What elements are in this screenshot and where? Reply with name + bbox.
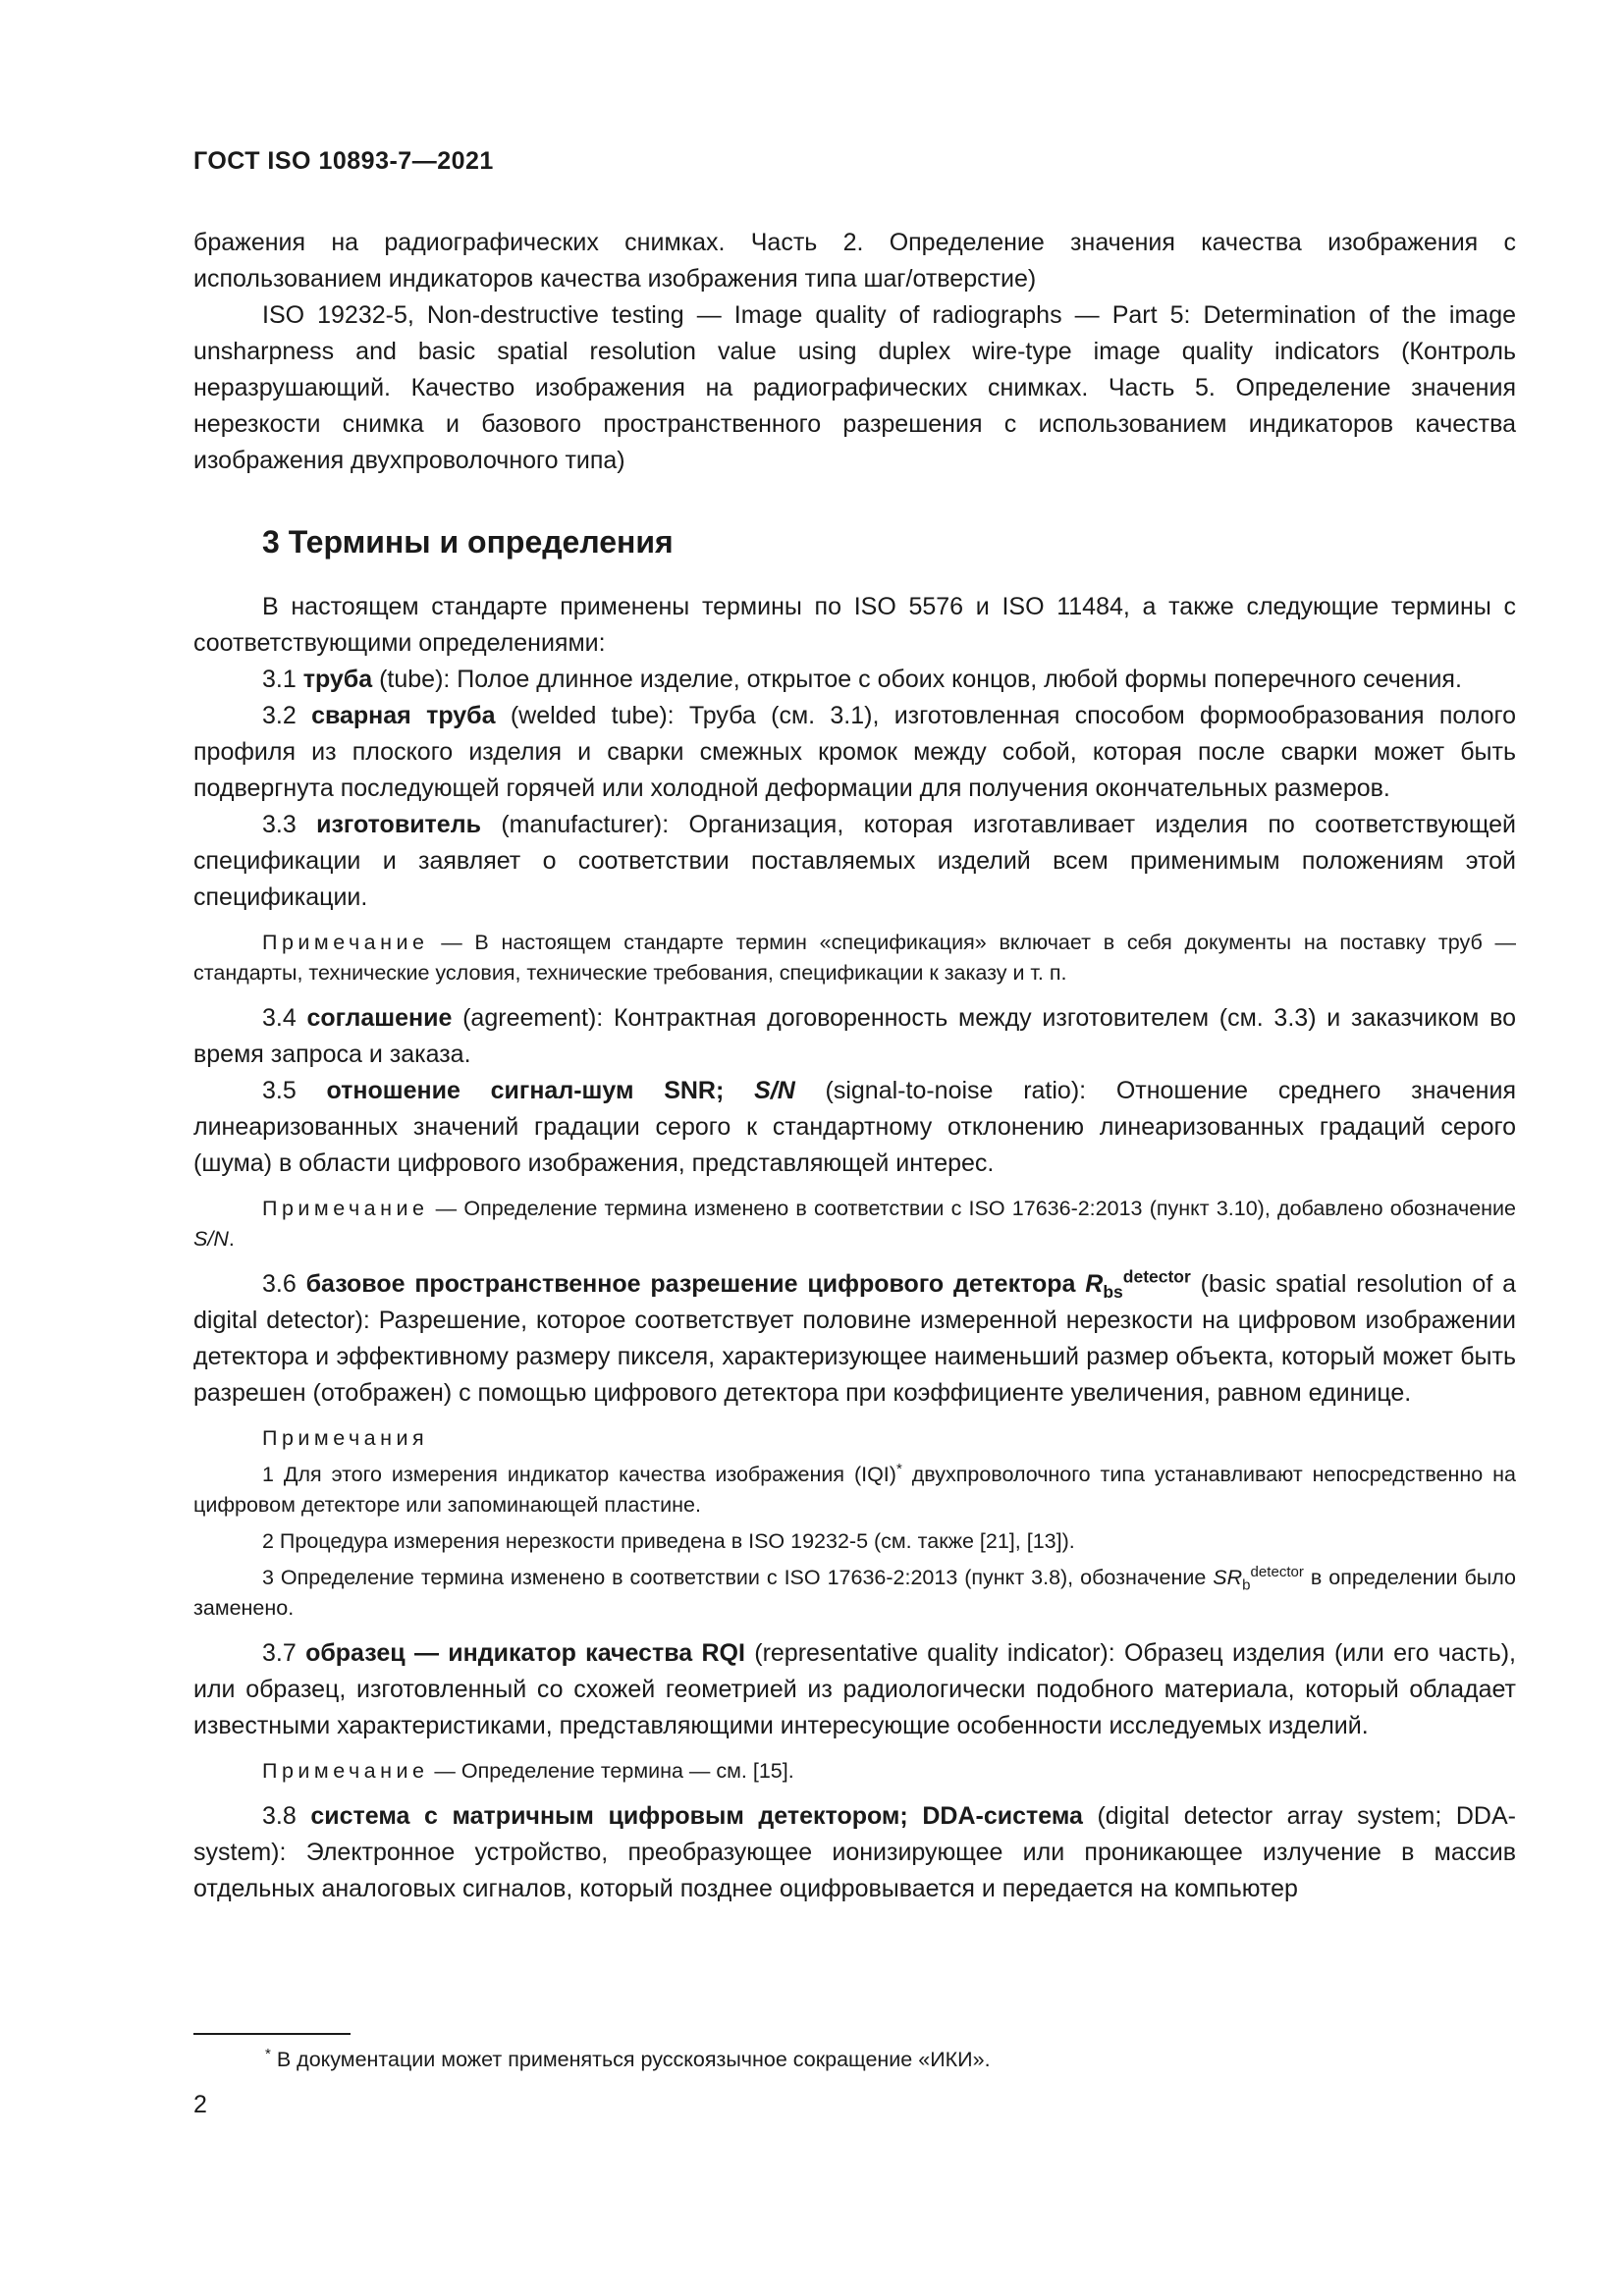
term-3-2: 3.2 сварная труба (welded tube): Труба (см. 3.1), изготовленная способом формообразования полого профиля из плоского изделия и сварки смежных кромок между собой, которая после сварки может быть подвергнута последующей горячей или холодной деформации для получения окончательных размеров. [193, 702, 1516, 802]
term-3-4: 3.4 соглашение (agreement): Контрактная договоренность между изготовителем (см. 3.3) и заказчиком во время запроса и заказа. [193, 1004, 1517, 1068]
section-title: 3 Термины и определения [262, 524, 674, 560]
note-3-5: Примечание — Определение термина изменено в соответствии с ISO 17636-2:2013 (пункт 3.10), добавлено обозначение S/N. [193, 1197, 1516, 1251]
footnote-marker: * [895, 1460, 902, 1477]
notes-label: Примечания [262, 1426, 429, 1450]
note-3-3: Примечание — В настоящем стандарте термин «спецификация» включает в себя документы на поставку труб — стандарты, технические условия, технические требования, спецификации к заказу и т. п. [193, 931, 1516, 985]
term-3-8: 3.8 система с матричным цифровым детектором; DDA-система (digital detector array system; DDA-system): Электронное устройство, преобразующее ионизирующее или проникающее излучение в массив отдельных аналоговых сигналов, который позднее оцифровывается и передается на компьютер [193, 1802, 1516, 1902]
term-3-1: 3.1 труба (tube): Полое длинное изделие, открытое с обоих концов, любой формы поперечного сечения. [262, 666, 1462, 693]
document-page [193, 147, 1516, 1907]
term-name: соглашение [306, 1004, 453, 1032]
term-name: изготовитель [316, 811, 481, 838]
page-number: 2 [193, 2091, 207, 2118]
term-name: базовое пространственное разрешение цифрового детектора $R_{bs}^{detector}$ [305, 1266, 1191, 1302]
term-name: труба [302, 666, 373, 693]
term-name: отношение сигнал-шум SNR; S/N [326, 1077, 795, 1104]
term-3-7: 3.7 образец — индикатор качества RQI (representative quality indicator): Образец изделия (или его часть), или образец, изготовленный со схожей геометрией из радиологически подобного материала, который обладает известными характеристиками, представляющими интересующие особенности исследуемых изделий. [193, 1639, 1516, 1739]
term-3-3: 3.3 изготовитель (manufacturer): Организация, которая изготавливает изделия по соответствующей спецификации и заявляет о соответствии поставляемых изделий всем применимым положениям этой спецификации. [193, 811, 1517, 911]
note-3-7: Примечание — Определение термина — см. [15]. [262, 1759, 794, 1783]
reference-continuation: бражения на радиографических снимках. Часть 2. Определение значения качества изображения с использованием индикаторов качества изображения типа шаг/отверстие) [193, 229, 1516, 293]
reference-iso-19232-5: ISO 19232-5, Non-destructive testing — Image quality of radiographs — Part 5: Determination of the image unsharpness and basic spatial resolution value using duplex wire-type image quality indicators (Контроль неразрушающий. Качество изображения на радиографических снимках. Часть 5. Определение значения нерезкости снимка и базового пространственного разрешения с использованием индикаторов качества изображения двухпроволочного типа) [193, 301, 1516, 474]
term-symbol: R [1085, 1270, 1104, 1298]
term-name: система с матричным цифровым детектором; DDA-система [310, 1802, 1083, 1830]
term-3-5: 3.5 отношение сигнал-шум SNR; S/N (signal-to-noise ratio): Отношение среднего значения линеаризованных значений градации серого к стандартному отклонению линеаризованных градаций серого (шума) в области цифрового изображения, представляющей интерес. [193, 1077, 1516, 1177]
footnote: * В документации может применяться русскоязычное сокращение «ИКИ». [265, 2045, 991, 2071]
term-name: образец — индикатор качества RQI [305, 1639, 745, 1667]
note-label: Примечание [262, 1759, 429, 1783]
note-3-6-item-3: 3 Определение термина изменено в соответствии с ISO 17636-2:2013 (пункт 3.8), обозначение $SR_b^{detector}$ в определении было заменено. [193, 1563, 1516, 1620]
term-3-6: 3.6 базовое пространственное разрешение цифрового детектора $R_{bs}^{detector}$ (basic spatial resolution of a digital detector): Разрешение, которое соответствует половине измеренной нерезкости на цифровом изображении детектора и эффективному размеру пикселя, характеризующее наименьший размер объекта, который может быть разрешен (отображен) с помощью цифрового детектора при коэффициенте увеличения, равном единице. [193, 1266, 1516, 1407]
footnote-marker: * [265, 2045, 271, 2062]
footnote-separator [193, 2033, 351, 2035]
note-3-6-item-2: 2 Процедура измерения нерезкости приведена в ISO 19232-5 (см. также [21], [13]). [262, 1529, 1075, 1553]
note-label: Примечание [262, 1197, 429, 1220]
section-intro: В настоящем стандарте применены термины по ISO 5576 и ISO 11484, а также следующие термины с соответствующими определениями: [193, 593, 1516, 657]
document-code-header: ГОСТ ISO 10893-7—2021 [193, 147, 494, 175]
note-label: Примечание [262, 931, 429, 954]
note-3-6-item-1: 1 Для этого измерения индикатор качества изображения (IQI)* двухпроволочного типа устанавливают непосредственно на цифровом детекторе или запоминающей пластине. [193, 1460, 1516, 1517]
term-name: сварная труба [311, 702, 496, 729]
